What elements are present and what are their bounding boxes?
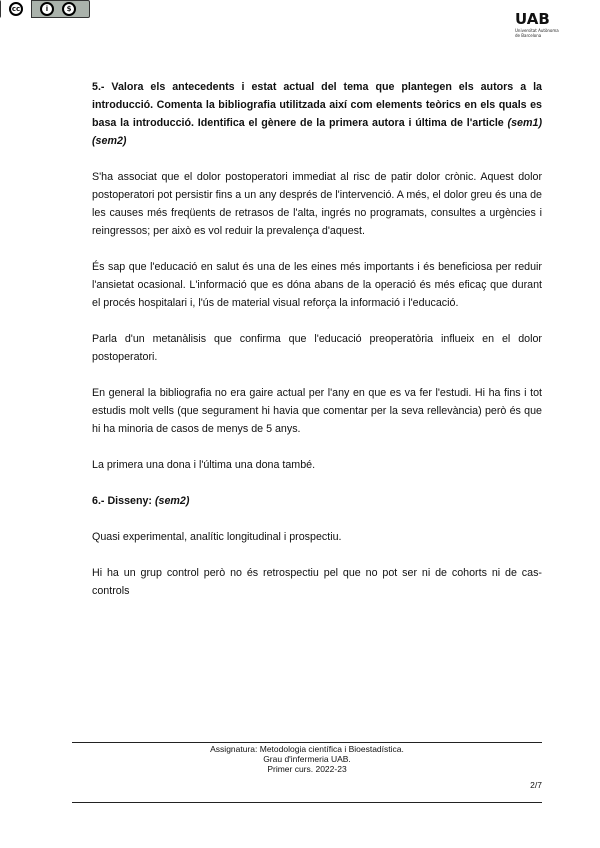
question-5-text: 5.- Valora els antecedents i estat actual del tema que plantegen els autors a la introducció. Comenta la bibliografia utilitzada així com elements teòrics en els quals es basa la introducció. Identifica el gènere de la primera autora i última de l'article <box>92 81 542 129</box>
question-6-heading <box>92 492 542 510</box>
footer-top-rule <box>72 742 542 743</box>
footer-bottom-rule <box>72 802 542 803</box>
footer-line-2: Grau d'infermeria UAB. <box>263 754 351 764</box>
answer-6-paragraph-1: Quasi experimental, analític longitudinal i prospectiu. <box>92 531 342 543</box>
footer-text <box>72 744 542 774</box>
attribution-icon: i <box>40 2 54 16</box>
uab-logo-sub1: Universitat Autònoma <box>515 28 559 33</box>
answer-5-paragraph-4: En general la bibliografia no era gaire actual per l'any en que es va fer l'estudi. Hi ha fins i tot estudis molt vells (que segurament hi havia que comentar per la seva rellevància) però és que hi ha minoria de casos de menys de 5 anys. <box>92 387 542 435</box>
answer-5-paragraph-2: És sap que l'educació en salut és una de les eines més importants i és beneficiosa per reduir l'ansietat ocasional. L'informació que es dóna abans de la operació és més eficaç que durant el procés hospitalari i, l'ús de material visual reforça la informació i l'educació. <box>92 261 542 309</box>
uab-logo <box>515 10 570 44</box>
answer-5-paragraph-1: S'ha associat que el dolor postoperatori immediat al risc de patir dolor crònic. Aquest dolor postoperatori pot persistir fins a un any després de l'intervenció. A més, el dolor greu és una de les causes més freqüents de retrasos de l'alta, ingrés no programats, consultes a urgències i reingressos; per això es vol reduir la prevalença d'aquest. <box>92 171 542 237</box>
footer-line-1: Assignatura: Metodologia científica i Bioestadística. <box>210 744 404 754</box>
answer-5-paragraph-3: Parla d'un metanàlisis que confirma que l'educació preoperatòria influeix en el dolor postoperatori. <box>92 333 542 363</box>
noncommercial-icon: $ <box>62 2 76 16</box>
question-5-tag: (sem1)(sem2) <box>92 117 542 147</box>
uab-logo-sub2: de Barcelona <box>515 33 542 38</box>
answer-6-paragraph-2: Hi ha un grup control però no és retrospectiu pel que no pot ser ni de cohorts ni de cas-controls <box>92 567 542 597</box>
uab-logo-text: UAB <box>515 10 550 28</box>
footer-line-3: Primer curs. 2022-23 <box>267 764 347 774</box>
cc-icon: cc <box>9 2 23 16</box>
question-6-text: 6.- Disseny: <box>92 495 152 507</box>
cc-logo <box>1 0 32 18</box>
cc-license-badge <box>0 0 90 18</box>
document-body <box>92 78 542 618</box>
question-6-tag: (sem2) <box>154 495 190 507</box>
question-5-heading <box>92 78 542 150</box>
page-number: 2/7 <box>530 780 542 790</box>
answer-5-paragraph-5: La primera una dona i l'última una dona també. <box>92 459 316 471</box>
